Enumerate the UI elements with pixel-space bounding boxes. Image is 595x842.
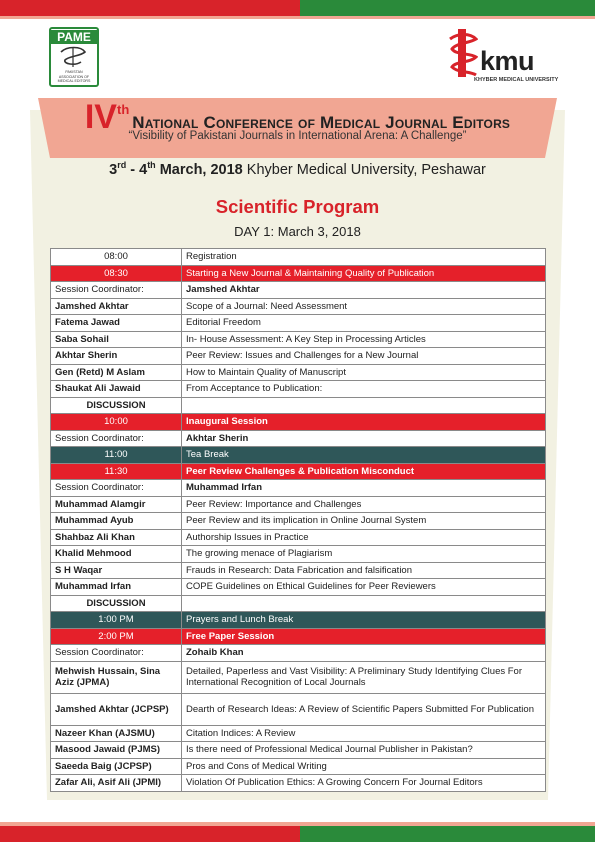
program-cell-topic: Jamshed Akhtar <box>182 282 546 299</box>
pame-logo-frame <box>49 27 99 87</box>
program-cell-time-speaker: Muhammad Ayub <box>51 513 182 530</box>
conference-number-suffix: th <box>116 102 130 117</box>
date-month: March, 2018 <box>159 161 243 178</box>
program-cell-time-speaker: Zafar Ali, Asif Ali (JPMI) <box>51 775 182 792</box>
program-cell-time-speaker: Mehwish Hussain, Sina Aziz (JPMA) <box>51 661 182 693</box>
program-cell-time-speaker: Jamshed Akhtar (JCPSP) <box>51 693 182 725</box>
program-cell-topic: From Acceptance to Publication: <box>182 381 546 398</box>
program-row <box>51 725 546 742</box>
bottom-salmon-line <box>0 822 595 826</box>
program-cell-topic: In- House Assessment: A Key Step in Processing Articles <box>182 331 546 348</box>
program-cell-topic: Peer Review: Issues and Challenges for a New Journal <box>182 348 546 365</box>
program-cell-topic: Peer Review: Importance and Challenges <box>182 496 546 513</box>
program-cell-time-speaker: Shahbaz Ali Khan <box>51 529 182 546</box>
kmu-logo <box>448 27 559 87</box>
conference-dates: 3rd - 4th March, 2018 Khyber Medical University, Peshawar <box>109 160 486 178</box>
conference-header <box>60 100 535 155</box>
program-cell-topic: Zohaib Khan <box>182 645 546 662</box>
program-row <box>51 496 546 513</box>
program-cell-time-speaker: Khalid Mehmood <box>51 546 182 563</box>
program-row <box>51 758 546 775</box>
program-row <box>51 661 546 693</box>
program-cell-time-speaker: Gen (Retd) M Aslam <box>51 364 182 381</box>
program-row <box>51 249 546 266</box>
program-cell-time-speaker: Muhammad Irfan <box>51 579 182 596</box>
top-red-stripe <box>0 0 300 16</box>
top-salmon-line <box>0 16 595 19</box>
program-cell-time-speaker: 2:00 PM <box>51 628 182 645</box>
program-row <box>51 381 546 398</box>
program-cell-time-speaker: S H Waqar <box>51 562 182 579</box>
program-row <box>51 348 546 365</box>
program-cell-topic: Inaugural Session <box>182 414 546 431</box>
program-row <box>51 612 546 629</box>
program-cell-topic: How to Maintain Quality of Manuscript <box>182 364 546 381</box>
venue: Khyber Medical University, Peshawar <box>246 161 486 178</box>
program-row <box>51 298 546 315</box>
bottom-green-stripe <box>300 826 595 842</box>
program-row <box>51 529 546 546</box>
program-cell-topic: Authorship Issues in Practice <box>182 529 546 546</box>
program-cell-topic: Peer Review Challenges & Publication Misconduct <box>182 463 546 480</box>
program-row <box>51 480 546 497</box>
program-day: DAY 1: March 3, 2018 <box>234 224 361 239</box>
program-cell-topic <box>182 595 546 612</box>
program-row <box>51 546 546 563</box>
program-row <box>51 513 546 530</box>
program-cell-time-speaker: Jamshed Akhtar <box>51 298 182 315</box>
program-cell-topic: Peer Review and its implication in Online Journal System <box>182 513 546 530</box>
program-cell-topic: Violation Of Publication Ethics: A Growing Concern For Journal Editors <box>182 775 546 792</box>
kmu-logo-text: kmu <box>480 46 535 76</box>
program-row <box>51 265 546 282</box>
date-start-suffix: rd <box>117 160 127 170</box>
bottom-red-stripe <box>0 826 300 842</box>
program-cell-topic: Prayers and Lunch Break <box>182 612 546 629</box>
program-cell-topic: Akhtar Sherin <box>182 430 546 447</box>
program-row <box>51 562 546 579</box>
program-cell-time-speaker: 11:30 <box>51 463 182 480</box>
program-cell-topic <box>182 397 546 414</box>
program-row <box>51 579 546 596</box>
program-cell-time-speaker: Session Coordinator: <box>51 430 182 447</box>
program-cell-time-speaker: 10:00 <box>51 414 182 431</box>
program-cell-topic: Tea Break <box>182 447 546 464</box>
program-row <box>51 628 546 645</box>
program-cell-topic: Pros and Cons of Medical Writing <box>182 758 546 775</box>
program-row <box>51 693 546 725</box>
program-cell-topic: Dearth of Research Ideas: A Review of Scientific Papers Submitted For Publication <box>182 693 546 725</box>
program-row <box>51 315 546 332</box>
program-cell-time-speaker: Session Coordinator: <box>51 645 182 662</box>
conference-title: National Conference of Medical Journal Editors <box>132 113 511 132</box>
program-cell-time-speaker: Shaukat Ali Jawaid <box>51 381 182 398</box>
program-cell-topic: Editorial Freedom <box>182 315 546 332</box>
kmu-emblem-icon <box>448 29 478 79</box>
date-end: 4 <box>139 161 148 178</box>
program-table <box>50 248 546 792</box>
conference-number: IV <box>84 98 117 136</box>
program-cell-topic: COPE Guidelines on Ethical Guidelines for Peer Reviewers <box>182 579 546 596</box>
program-cell-time-speaker: 08:00 <box>51 249 182 266</box>
pame-logo <box>49 27 99 87</box>
date-start: 3 <box>109 161 118 178</box>
program-cell-time-speaker: Session Coordinator: <box>51 282 182 299</box>
program-row <box>51 775 546 792</box>
pame-logo-subtitle: PAKISTAN ASSOCIATION OF MEDICAL EDITORS <box>57 70 91 83</box>
program-cell-topic: The growing menace of Plagiarism <box>182 546 546 563</box>
kmu-logo-subtitle: KHYBER MEDICAL UNIVERSITY <box>474 77 559 83</box>
program-row <box>51 430 546 447</box>
caduceus-icon <box>51 46 97 68</box>
program-table-body <box>51 249 546 792</box>
conference-theme: “Visibility of Pakistani Journals in International Arena: A Challenge” <box>128 130 467 142</box>
program-cell-topic: Free Paper Session <box>182 628 546 645</box>
program-cell-time-speaker: Masood Jawaid (PJMS) <box>51 742 182 759</box>
program-cell-topic: Frauds in Research: Data Fabrication and falsification <box>182 562 546 579</box>
program-cell-time-speaker: Fatema Jawad <box>51 315 182 332</box>
top-green-stripe <box>300 0 595 16</box>
program-row <box>51 331 546 348</box>
program-row <box>51 364 546 381</box>
program-cell-time-speaker: DISCUSSION <box>51 595 182 612</box>
program-cell-time-speaker: Saeeda Baig (JCPSP) <box>51 758 182 775</box>
program-row <box>51 414 546 431</box>
program-row <box>51 282 546 299</box>
program-row <box>51 742 546 759</box>
program-row <box>51 397 546 414</box>
pame-logo-text: PAME <box>51 30 97 44</box>
program-cell-topic: Is there need of Professional Medical Journal Publisher in Pakistan? <box>182 742 546 759</box>
date-end-suffix: th <box>147 160 156 170</box>
program-cell-time-speaker: Akhtar Sherin <box>51 348 182 365</box>
program-row <box>51 595 546 612</box>
program-cell-topic: Detailed, Paperless and Vast Visibility: A Preliminary Study Identifying Clues For International Recognition of Local Journals <box>182 661 546 693</box>
program-cell-topic: Starting a New Journal & Maintaining Quality of Publication <box>182 265 546 282</box>
program-cell-topic: Muhammad Irfan <box>182 480 546 497</box>
program-cell-time-speaker: Saba Sohail <box>51 331 182 348</box>
program-row <box>51 645 546 662</box>
program-cell-time-speaker: 08:30 <box>51 265 182 282</box>
program-title: Scientific Program <box>215 196 380 217</box>
program-cell-topic: Scope of a Journal: Need Assessment <box>182 298 546 315</box>
program-row <box>51 463 546 480</box>
program-cell-time-speaker: Nazeer Khan (AJSMU) <box>51 725 182 742</box>
program-cell-time-speaker: Muhammad Alamgir <box>51 496 182 513</box>
program-cell-time-speaker: Session Coordinator: <box>51 480 182 497</box>
program-cell-time-speaker: 1:00 PM <box>51 612 182 629</box>
program-row <box>51 447 546 464</box>
program-cell-topic: Citation Indices: A Review <box>182 725 546 742</box>
program-cell-time-speaker: DISCUSSION <box>51 397 182 414</box>
conference-title-line <box>60 100 535 134</box>
program-cell-topic: Registration <box>182 249 546 266</box>
program-cell-time-speaker: 11:00 <box>51 447 182 464</box>
